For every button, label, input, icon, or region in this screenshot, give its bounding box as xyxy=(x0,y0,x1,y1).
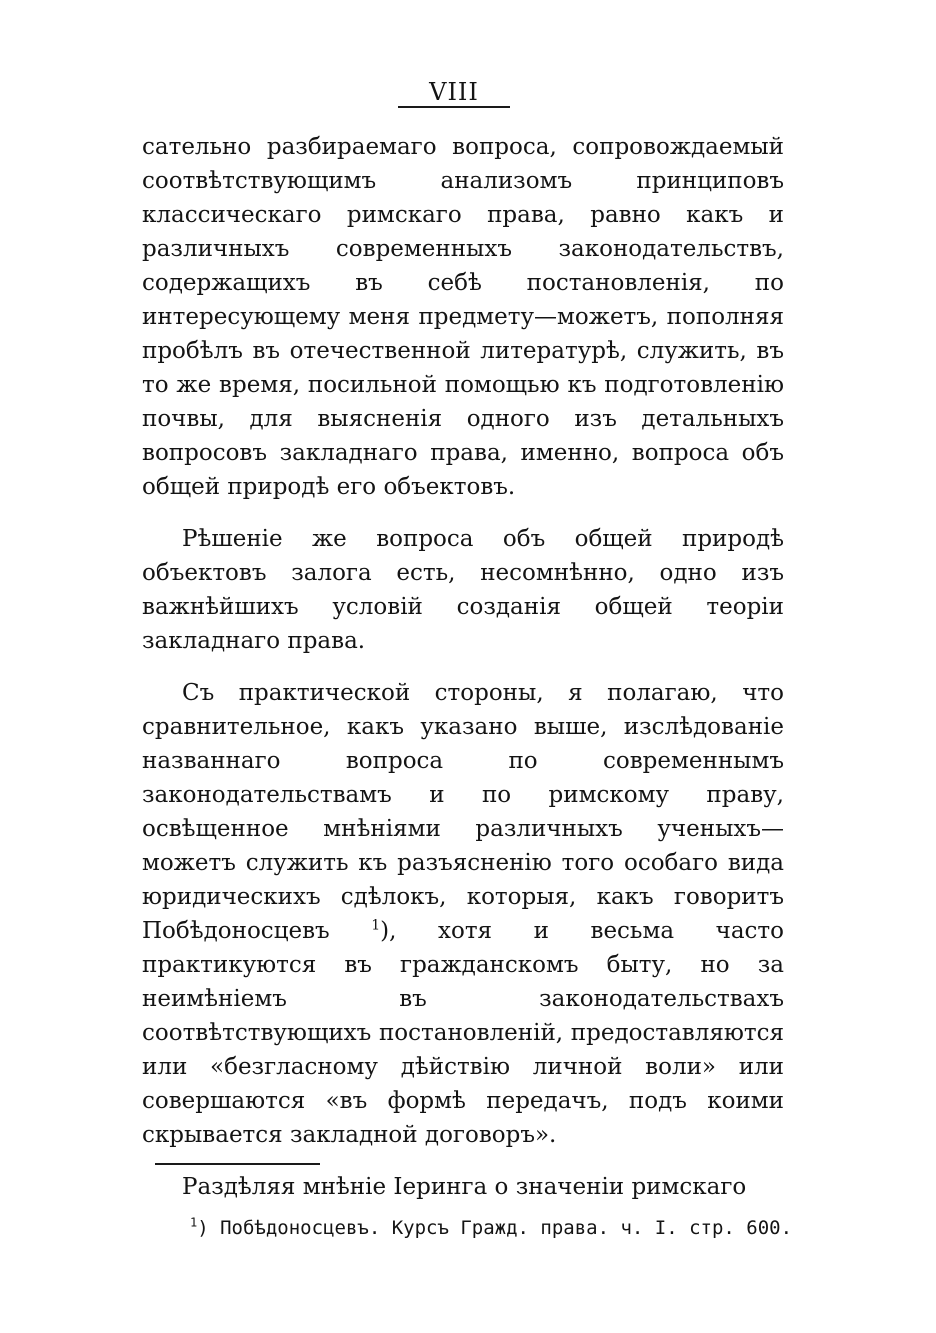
footnote-reference[interactable]: 1 xyxy=(371,917,381,934)
paragraph-3-text-before: Съ практической стороны, я полагаю, что сравнительное, какъ указано выше, изслѣдованіе названнаго вопроса по современнымъ законодательствамъ и по римскому праву, освѣщенное мнѣніями различныхъ ученыхъ—можетъ служить къ разъясненію того особаго вида юридическихъ сдѣлокъ, которыя, какъ говоритъ Побѣдоносцевъ xyxy=(142,680,784,944)
paragraph-2: Рѣшеніе же вопроса объ общей природѣ объектовъ залога есть, несомнѣнно, одно изъ важнѣйшихъ условій созданія общей теоріи закладнаго права. xyxy=(142,526,784,654)
paragraph-1: сательно разбираемаго вопроса, сопровождаемый соотвѣтствующимъ анализомъ принциповъ классическаго римскаго права, равно какъ и различныхъ современныхъ законодательствъ, содержащихъ въ себѣ постановленія, по интересующему меня предмету—можетъ, пополняя пробѣлъ въ отечественной литературѣ, служить, въ то же время, посильной помощью къ подготовленію почвы, для выясненія одного изъ детальныхъ вопросовъ закладнаго права, именно, вопроса объ общей природѣ его объектовъ. xyxy=(142,134,784,500)
footnote-rule xyxy=(155,1163,320,1165)
footnote-marker: 1 xyxy=(190,1215,198,1230)
paragraph-3-text-after: ), хотя и весьма часто практикуются въ гражданскомъ быту, но за неимѣніемъ въ законодательствахъ соотвѣтствующихъ постановленій, предоставляются или «безгласному дѣйствію личной воли» или совершаются «въ формѣ передачъ, подъ коими скрывается закладной договоръ». xyxy=(142,918,784,1148)
header-rule xyxy=(398,106,510,108)
page-number: VIII xyxy=(429,78,479,106)
paragraph-4: Раздѣляя мнѣніе Іеринга о значеніи римскаго xyxy=(182,1174,747,1200)
body-text xyxy=(142,130,784,1222)
paragraph-3 xyxy=(142,676,784,1152)
footnote-text: ) Побѣдоносцевъ. Курсъ Гражд. права. ч. I. стр. 600. xyxy=(197,1217,793,1239)
footnote xyxy=(190,1214,793,1242)
